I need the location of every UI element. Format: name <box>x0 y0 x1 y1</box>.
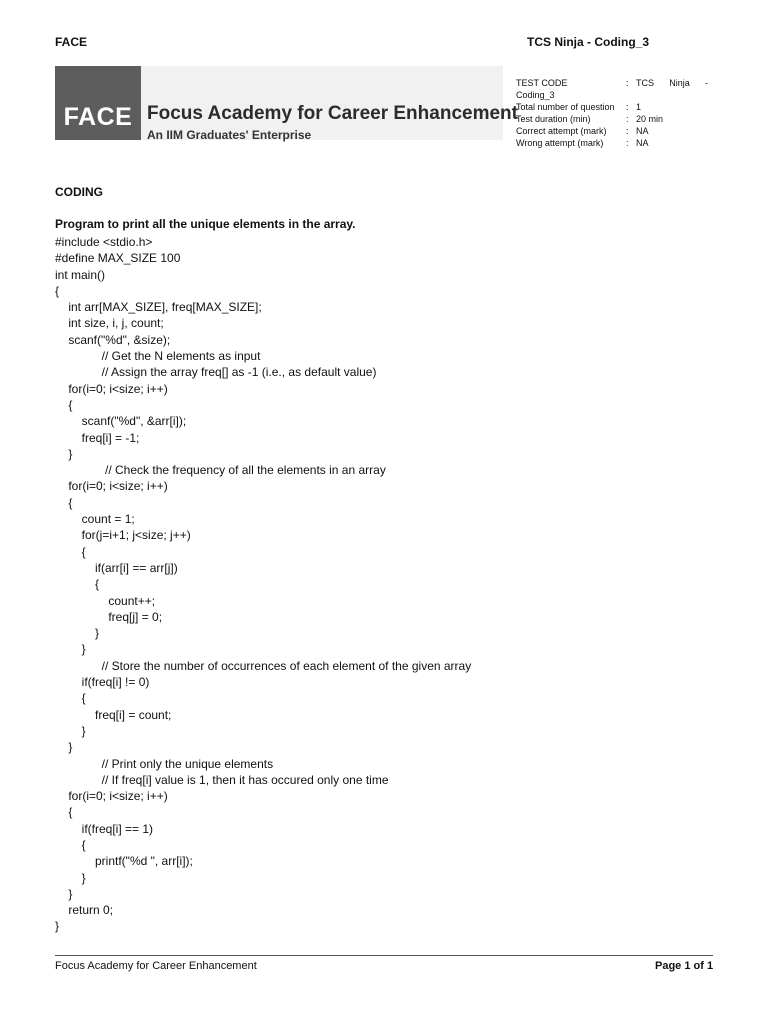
code-line: } <box>55 740 73 755</box>
code-line: } <box>55 870 86 885</box>
logo-box <box>55 66 141 140</box>
code-line: if(freq[i] != 0) <box>55 675 150 690</box>
code-line: { <box>55 283 60 298</box>
code-line: scanf("%d", &size); <box>55 332 171 347</box>
face-logo <box>55 66 518 142</box>
code-line: } <box>55 642 86 657</box>
code-line: #define MAX_SIZE 100 <box>55 251 181 266</box>
code-line: { <box>55 805 73 820</box>
code-line: #include <stdio.h> <box>55 235 153 249</box>
program-title: Program to print all the unique elements in the array. <box>55 217 356 231</box>
page-number: Page 1 of 1 <box>655 960 714 972</box>
code-line: { <box>55 544 86 559</box>
code-line: { <box>55 397 73 412</box>
code-line: return 0; <box>55 903 114 918</box>
code-line: // Store the number of occurrences of each element of the given array <box>55 658 472 673</box>
code-line: // If freq[i] value is 1, then it has occured only one time <box>55 772 389 787</box>
code-line: } <box>55 919 60 934</box>
code-block <box>55 234 471 935</box>
code-line: scanf("%d", &arr[i]); <box>55 414 187 429</box>
footer-left-label: Focus Academy for Career Enhancement <box>55 960 257 972</box>
code-line: if(freq[i] == 1) <box>55 821 154 836</box>
code-line: { <box>55 837 86 852</box>
code-line: for(i=0; i<size; i++) <box>55 479 168 494</box>
test-code-colon: : <box>626 78 629 88</box>
code-line: } <box>55 626 100 641</box>
test-code-value: TCS Ninja - <box>636 78 708 88</box>
logo-subtitle: An IIM Graduates' Enterprise <box>147 128 312 142</box>
code-line: // Print only the unique elements <box>55 756 274 771</box>
logo-title: Focus Academy for Career Enhancement <box>147 103 518 124</box>
code-line: freq[i] = count; <box>55 707 172 722</box>
code-line: // Assign the array freq[] as -1 (i.e., as default value) <box>55 365 377 380</box>
footer-divider <box>55 955 713 956</box>
code-line: } <box>55 446 73 461</box>
code-line: int size, i, j, count; <box>55 316 164 331</box>
code-line: printf("%d ", arr[i]); <box>55 854 193 869</box>
code-line: for(i=0; i<size; i++) <box>55 381 168 396</box>
code-line: } <box>55 886 73 901</box>
code-line: { <box>55 495 73 510</box>
test-code-label: TEST CODE <box>516 78 568 88</box>
code-line: { <box>55 577 100 592</box>
code-line: int arr[MAX_SIZE], freq[MAX_SIZE]; <box>55 300 262 315</box>
logo-box-text: FACE <box>63 103 133 131</box>
code-line: // Check the frequency of all the elements in an array <box>55 463 386 478</box>
code-line: { <box>55 691 86 706</box>
code-line: for(i=0; i<size; i++) <box>55 789 168 804</box>
code-line: freq[j] = 0; <box>55 609 163 624</box>
code-line: count = 1; <box>55 512 135 527</box>
section-title: CODING <box>55 185 103 199</box>
header-left-label: FACE <box>55 35 88 49</box>
code-line: int main() <box>55 267 106 282</box>
code-line: count++; <box>55 593 156 608</box>
code-line: // Get the N elements as input <box>55 349 261 364</box>
code-line: } <box>55 723 86 738</box>
code-line: if(arr[i] == arr[j]) <box>55 560 178 575</box>
code-line: freq[i] = -1; <box>55 430 140 445</box>
code-line: for(j=i+1; j<size; j++) <box>55 528 191 543</box>
header-right-label: TCS Ninja - Coding_3 <box>527 35 650 49</box>
